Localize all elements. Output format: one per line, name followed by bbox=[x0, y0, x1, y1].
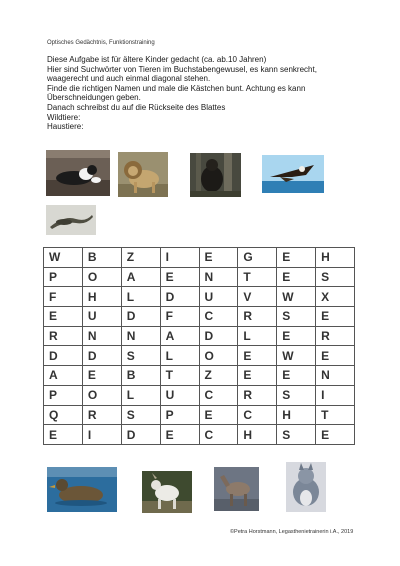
grid-cell[interactable]: E bbox=[44, 307, 83, 327]
grid-cell[interactable]: G bbox=[238, 248, 277, 268]
grid-cell[interactable]: L bbox=[121, 287, 160, 307]
grid-cell[interactable]: A bbox=[160, 326, 199, 346]
grid-cell[interactable]: U bbox=[199, 287, 238, 307]
grid-cell[interactable]: W bbox=[277, 287, 316, 307]
grid-cell[interactable]: E bbox=[316, 425, 355, 445]
cat-photo bbox=[46, 150, 110, 196]
grid-cell[interactable]: S bbox=[121, 405, 160, 425]
intro-line: Diese Aufgabe ist für ältere Kinder gedacht (ca. ab.10 Jahren) bbox=[47, 55, 267, 64]
intro-line: Hier sind Suchwörter von Tieren im Buchstabengewusel, es kann senkrecht, bbox=[47, 64, 317, 74]
grid-row bbox=[44, 385, 355, 405]
grid-cell[interactable]: D bbox=[82, 346, 121, 366]
word-search-grid bbox=[43, 247, 355, 445]
grid-cell[interactable]: Z bbox=[121, 248, 160, 268]
grid-row bbox=[44, 267, 355, 287]
lion-photo bbox=[118, 152, 168, 197]
grid-cell[interactable]: E bbox=[277, 366, 316, 386]
grid-cell[interactable]: B bbox=[82, 248, 121, 268]
grid-cell[interactable]: P bbox=[44, 385, 83, 405]
duck-photo bbox=[47, 467, 117, 512]
grid-cell[interactable]: R bbox=[82, 405, 121, 425]
grid-cell[interactable]: H bbox=[277, 405, 316, 425]
intro-line: waagerecht und auch einmal diagonal stehen. bbox=[47, 74, 211, 84]
grid-cell[interactable]: E bbox=[316, 307, 355, 327]
grid-cell[interactable]: N bbox=[199, 267, 238, 287]
grid-cell[interactable]: H bbox=[238, 425, 277, 445]
worksheet-header: Optisches Gedächtnis, Funktionstraining bbox=[47, 40, 155, 46]
grid-cell[interactable]: E bbox=[238, 366, 277, 386]
grid-row bbox=[44, 425, 355, 445]
grid-cell[interactable]: F bbox=[160, 307, 199, 327]
grid-cell[interactable]: H bbox=[316, 248, 355, 268]
grid-cell[interactable]: E bbox=[277, 267, 316, 287]
grid-cell[interactable]: S bbox=[121, 346, 160, 366]
grid-cell[interactable]: O bbox=[82, 385, 121, 405]
grid-cell[interactable]: E bbox=[199, 405, 238, 425]
instructions bbox=[47, 55, 367, 132]
wolf-photo bbox=[286, 462, 326, 512]
grid-cell[interactable]: I bbox=[160, 248, 199, 268]
grid-cell[interactable]: I bbox=[316, 385, 355, 405]
grid-cell[interactable]: E bbox=[277, 326, 316, 346]
grid-row bbox=[44, 346, 355, 366]
horse-photo bbox=[214, 467, 259, 511]
grid-cell[interactable]: C bbox=[199, 425, 238, 445]
grid-cell[interactable]: T bbox=[238, 267, 277, 287]
grid-row bbox=[44, 326, 355, 346]
grid-cell[interactable]: T bbox=[160, 366, 199, 386]
grid-cell[interactable]: W bbox=[277, 346, 316, 366]
grid-cell[interactable]: S bbox=[277, 307, 316, 327]
grid-cell[interactable]: R bbox=[238, 385, 277, 405]
grid-cell[interactable]: P bbox=[160, 405, 199, 425]
grid-cell[interactable]: C bbox=[199, 307, 238, 327]
intro-line: Danach schreibst du auf die Rückseite des Blattes bbox=[47, 102, 226, 112]
grid-cell[interactable]: X bbox=[316, 287, 355, 307]
grid-cell[interactable]: C bbox=[238, 405, 277, 425]
grid-cell[interactable]: E bbox=[160, 267, 199, 287]
grid-cell[interactable]: P bbox=[44, 267, 83, 287]
grid-cell[interactable]: Z bbox=[199, 366, 238, 386]
grid-cell[interactable]: W bbox=[44, 248, 83, 268]
grid-cell[interactable]: T bbox=[316, 405, 355, 425]
grid-cell[interactable]: U bbox=[160, 385, 199, 405]
grid-cell[interactable]: E bbox=[316, 346, 355, 366]
grid-cell[interactable]: D bbox=[121, 307, 160, 327]
grid-cell[interactable]: H bbox=[82, 287, 121, 307]
grid-cell[interactable]: C bbox=[199, 385, 238, 405]
grid-cell[interactable]: I bbox=[82, 425, 121, 445]
grid-cell[interactable]: O bbox=[199, 346, 238, 366]
grid-row bbox=[44, 287, 355, 307]
grid-row bbox=[44, 405, 355, 425]
grid-cell[interactable]: N bbox=[121, 326, 160, 346]
grid-row bbox=[44, 248, 355, 268]
intro-line: Finde die richtigen Namen und male die Kästchen bunt. Achtung es kann bbox=[47, 83, 306, 93]
grid-cell[interactable]: E bbox=[238, 346, 277, 366]
copyright-footer: ©Petra Horstmann, Legasthenietrainerin i.A., 2019 bbox=[230, 529, 354, 535]
grid-cell[interactable]: A bbox=[44, 366, 83, 386]
grid-cell[interactable]: E bbox=[82, 366, 121, 386]
grid-cell[interactable]: R bbox=[44, 326, 83, 346]
grid-cell[interactable]: E bbox=[199, 248, 238, 268]
grid-cell[interactable]: S bbox=[277, 425, 316, 445]
grid-cell[interactable]: F bbox=[44, 287, 83, 307]
grid-cell[interactable]: R bbox=[316, 326, 355, 346]
grid-cell[interactable]: V bbox=[238, 287, 277, 307]
grid-cell[interactable]: E bbox=[277, 248, 316, 268]
bear-photo bbox=[190, 153, 241, 197]
grid-cell[interactable]: L bbox=[238, 326, 277, 346]
grid-cell[interactable]: D bbox=[160, 287, 199, 307]
grid-cell[interactable]: O bbox=[82, 267, 121, 287]
grid-cell[interactable]: D bbox=[44, 346, 83, 366]
grid-row bbox=[44, 366, 355, 386]
intro-line: Überschneidungen geben. bbox=[47, 93, 141, 103]
grid-cell[interactable]: R bbox=[238, 307, 277, 327]
grid-cell[interactable]: N bbox=[82, 326, 121, 346]
grid-cell[interactable]: E bbox=[44, 425, 83, 445]
haustiere-label: Haustiere: bbox=[47, 122, 84, 132]
grid-cell[interactable]: D bbox=[121, 425, 160, 445]
grid-cell[interactable]: E bbox=[160, 425, 199, 445]
grid-cell[interactable]: S bbox=[316, 267, 355, 287]
goat-photo bbox=[142, 471, 192, 513]
grid-cell[interactable]: U bbox=[82, 307, 121, 327]
grid-cell[interactable]: L bbox=[121, 385, 160, 405]
eagle-photo bbox=[262, 155, 324, 193]
grid-cell[interactable]: Q bbox=[44, 405, 83, 425]
grid-cell[interactable]: S bbox=[277, 385, 316, 405]
grid-row bbox=[44, 307, 355, 327]
wildtiere-label: Wildtiere: bbox=[47, 112, 81, 122]
grid-cell[interactable]: A bbox=[121, 267, 160, 287]
grid-cell[interactable]: L bbox=[160, 346, 199, 366]
grid-cell[interactable]: D bbox=[199, 326, 238, 346]
grid-cell[interactable]: B bbox=[121, 366, 160, 386]
lizard-photo bbox=[46, 205, 96, 235]
grid-cell[interactable]: N bbox=[316, 366, 355, 386]
